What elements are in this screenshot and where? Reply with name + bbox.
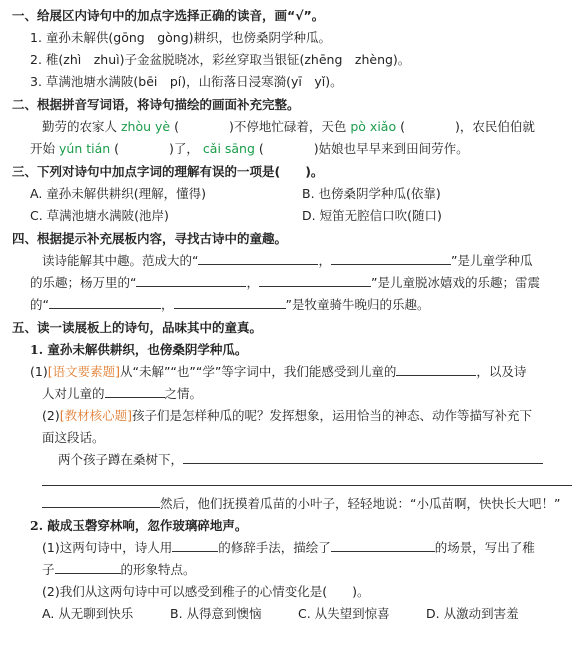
s4-text: 读诗能解其中趣。范成大的“ (42, 253, 199, 268)
jiaocai-hexin-tag: [教材核心题] (59, 408, 132, 423)
s1-question-1: 1. 童孙未解供(gōng gòng)耕织，也傍桑阴学种瓜。 (30, 30, 332, 45)
section-4-title: 四、根据提示补充展板内容，寻找古诗中的童趣。 (12, 231, 288, 246)
s5-q1-2-writing-3 (12, 493, 572, 515)
s4-text: 的乐趣；杨万里的“ (30, 275, 137, 290)
answer-blank[interactable] (331, 250, 451, 265)
s1-question-3: 3. 草满池塘水满陂(bēi pí)，山衔落日浸寒漪(yī yǐ)。 (30, 74, 343, 89)
s2-line-2 (12, 138, 572, 160)
s2-text: ( )了， (114, 141, 199, 156)
answer-blank[interactable] (42, 493, 160, 508)
s5-q2-2-options (12, 603, 572, 625)
s5-option-b[interactable]: B. 从得意到懊恼 (170, 606, 262, 621)
answer-blank[interactable] (183, 449, 543, 464)
q-text: 子 (42, 562, 55, 577)
s4-text: ， (160, 297, 174, 312)
q-text: (1)这两句诗中，诗人用 (42, 540, 173, 555)
answer-blank[interactable] (105, 383, 165, 398)
s5-q1-2-writing-1 (12, 449, 572, 471)
q-text: 人对儿童的 (42, 386, 105, 401)
q-text: 从“未解”“也”“学”等字词中，我们能感受到儿童的 (119, 364, 397, 379)
s2-text: 开始 (30, 141, 56, 156)
s2-line-1 (12, 116, 572, 138)
s5-q1-1-cont (12, 383, 572, 405)
s5-poem-1: 1. 童孙未解供耕织，也傍桑阴学种瓜。 (30, 342, 248, 357)
s5-q2-1-cont (12, 559, 572, 581)
s3-options-row-2 (12, 205, 572, 227)
s5-poem-2: 2. 敲成玉磬穿林响，忽作玻璃碎地声。 (30, 518, 248, 533)
pinyin-poxiao: pò xiǎo (350, 119, 397, 134)
s4-line-2 (12, 272, 572, 294)
q-text: 的修辞手法，描绘了 (218, 540, 331, 555)
section-1-title: 一、给展区内诗句中的加点字选择正确的读音，画“√”。 (12, 8, 325, 23)
q-number: (1) (30, 364, 48, 379)
s5-q2-2: (2)我们从这两句诗中可以感受到稚子的心情变化是( )。 (42, 584, 370, 599)
q-text: 孩子们是怎样种瓜的呢？发挥想象，运用恰当的神态、动作等描写补充下 (131, 408, 532, 423)
q-text: ，以及诗 (476, 364, 527, 379)
s4-text: ”是牧童骑牛晚归的乐趣。 (285, 297, 430, 312)
q-text: 两个孩子蹲在桑树下， (58, 452, 184, 467)
answer-blank[interactable] (331, 537, 435, 552)
pinyin-caisang: cǎi sāng (202, 141, 255, 156)
answer-blank[interactable] (259, 272, 371, 287)
section-2-title: 二、根据拼音写词语，将诗句描绘的画面补充完整。 (12, 97, 300, 112)
s4-text: ， (246, 275, 259, 290)
s3-option-c[interactable]: C. 草满池塘水满陂(池岸) (30, 208, 169, 223)
pinyin-yuntian: yún tián (59, 141, 111, 156)
s5-option-c[interactable]: C. 从失望到惊喜 (298, 606, 390, 621)
answer-blank[interactable] (49, 294, 161, 309)
s4-line-1 (12, 250, 572, 272)
s5-option-d[interactable]: D. 从激动到害羞 (426, 606, 519, 621)
s2-text: ( )，农民伯伯就 (400, 119, 535, 134)
q-text: 之情。 (164, 386, 203, 401)
s4-line-3 (12, 294, 572, 316)
q-text: 的形象特点。 (120, 562, 196, 577)
s5-q1-2-cont: 面这段话。 (42, 430, 105, 445)
s3-options-row-1 (12, 183, 572, 205)
answer-blank[interactable] (136, 272, 246, 287)
q-text: 然后，他们抚摸着瓜苗的小叶子，轻轻地说：“小瓜苗啊，快快长大吧！” (160, 496, 561, 511)
s4-text: ”是儿童脱冰嬉戏的乐趣；雷震 (371, 275, 540, 290)
s5-option-a[interactable]: A. 从无聊到快乐 (42, 606, 134, 621)
s2-text: ( )姑娘也早早来到田间劳作。 (258, 141, 469, 156)
s5-q1-1 (12, 361, 572, 383)
s4-text: ， (318, 253, 331, 268)
q-text: 的场景，写出了稚 (434, 540, 535, 555)
s1-question-2: 2. 稚(zhì zhuì)子金盆脱晓冰，彩丝穿取当银钲(zhēng zhèng)。 (30, 52, 411, 67)
s2-text: ( )不停地忙碌着，天色 (174, 119, 347, 134)
s5-q2-1 (12, 537, 572, 559)
s4-text: ”是儿童学种瓜 (451, 253, 533, 268)
answer-blank[interactable] (172, 537, 218, 552)
section-5-title: 五、读一读展板上的诗句，品味其中的童真。 (12, 320, 263, 335)
s5-q1-2 (12, 405, 572, 427)
answer-blank[interactable] (55, 559, 121, 574)
s3-option-b[interactable]: B. 也傍桑阴学种瓜(依靠) (302, 186, 441, 201)
section-3-title: 三、下列对诗句中加点字词的理解有误的一项是( )。 (12, 164, 324, 179)
s4-text: 的“ (30, 297, 49, 312)
s3-option-d[interactable]: D. 短笛无腔信口吹(随口) (302, 208, 442, 223)
pinyin-zhouye: zhòu yè (121, 119, 171, 134)
q-number: (2) (42, 408, 60, 423)
s5-q1-2-writing-2 (12, 471, 572, 493)
s2-text: 勤劳的农家人 (42, 119, 118, 134)
answer-blank[interactable] (396, 361, 476, 376)
answer-blank[interactable] (174, 294, 286, 309)
answer-blank[interactable] (42, 471, 572, 486)
s3-option-a[interactable]: A. 童孙未解供耕织(理解，懂得) (30, 186, 207, 201)
answer-blank[interactable] (198, 250, 318, 265)
yuwen-yaosu-tag: [语文要素题] (47, 364, 120, 379)
